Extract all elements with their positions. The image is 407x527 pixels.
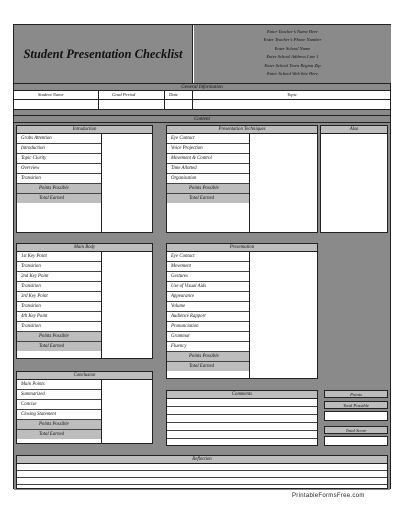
points-possible-label: Points Possible [17, 184, 101, 194]
checklist-item: 3rd Key Point [17, 292, 101, 302]
total-possible-label: Total Possible [324, 401, 388, 409]
topic-label: Topic [287, 92, 298, 97]
checklist-item: Organization [167, 174, 249, 184]
checklist-item: Eye Contact [167, 252, 249, 262]
checklist-item: Movement [167, 262, 249, 272]
introduction-title: Introduction [17, 126, 152, 134]
teacher-info-block [194, 25, 391, 83]
main-body-title: Main Body [17, 244, 152, 252]
checklist-item: Transition [17, 282, 101, 292]
checklist-item: Eye Contact [167, 134, 249, 144]
techniques-title: Presentation Techniques [167, 126, 317, 134]
points-label: Points [324, 390, 388, 398]
also-title: Also [321, 126, 387, 134]
checklist-item: 1st Key Point [17, 252, 101, 262]
checklist-item: Audience Rapport [167, 312, 249, 322]
checklist-item: Time Allotted [167, 164, 249, 174]
checklist-item: 2nd Key Point [17, 272, 101, 282]
total-possible-field[interactable] [324, 411, 388, 421]
content-bar: Content [14, 115, 390, 123]
checklist-item: Concise [17, 400, 101, 410]
checklist-item: Introduction [17, 144, 101, 154]
total-earned-label: Total Earned [17, 194, 101, 203]
general-fields-labels [14, 91, 390, 100]
points-possible-label: Points Possible [17, 420, 101, 430]
checklist-item: Transition [17, 174, 101, 184]
total-earned-label: Total Earned [167, 362, 249, 371]
checklist-item: Grammar [167, 332, 249, 342]
points-possible-label: Points Possible [17, 332, 101, 342]
total-earned-label: Total Earned [167, 194, 249, 203]
general-fields-inputs[interactable] [14, 100, 390, 110]
presentation-section [166, 243, 318, 379]
checklist-item: Appearance [167, 292, 249, 302]
checklist-form [13, 24, 391, 489]
checklist-item: Pronunciation [167, 322, 249, 332]
total-score-label: Total Score [324, 426, 388, 434]
total-earned-label: Total Earned [17, 342, 101, 351]
checklist-item: Gestures [167, 272, 249, 282]
total-score-field[interactable] [324, 436, 388, 446]
points-possible-label: Points Possible [167, 352, 249, 362]
scores-section [324, 390, 388, 446]
checklist-item: Fluency [167, 342, 249, 352]
info-line: Enter Teacher’s Name Here [267, 29, 318, 34]
checklist-item: 4th Key Point [17, 312, 101, 322]
also-section [320, 125, 388, 233]
comments-title: Comments [167, 391, 317, 399]
date-label: Date [169, 92, 178, 97]
checklist-item: Transition [17, 262, 101, 272]
checklist-item: Main Points [17, 380, 101, 390]
form-title: Student Presentation Checklist [14, 25, 193, 83]
info-line: Enter School Address Line 1 [266, 54, 319, 60]
techniques-section [166, 125, 318, 233]
info-line: Enter Teacher’s Phone Number [263, 37, 322, 43]
reflection-title: Reflection [17, 456, 387, 464]
info-line: Enter School Web Site Here [267, 71, 318, 77]
conclusion-section [16, 371, 153, 444]
grad-period-label: Grad Period [112, 92, 136, 97]
checklist-item: Summarized [17, 390, 101, 400]
total-earned-label: Total Earned [17, 430, 101, 439]
presentation-title: Presentation [167, 244, 317, 252]
checklist-item: Use of Visual Aids [167, 282, 249, 292]
student-name-label: Student Name [38, 92, 64, 97]
checklist-item: Movement & Control [167, 154, 249, 164]
checklist-item: Grabs Attention [17, 134, 101, 144]
checklist-item: Transition [17, 322, 101, 332]
footer-watermark: PrintableFormsFree.com [292, 493, 365, 499]
checklist-item: Topic Clarity [17, 154, 101, 164]
points-possible-label: Points Possible [167, 184, 249, 194]
main-body-section [16, 243, 153, 359]
checklist-item: Volume [167, 302, 249, 312]
checklist-item: Closing Statement [17, 410, 101, 420]
info-line: Enter School Name [274, 45, 311, 51]
checklist-item: Voice Projection [167, 144, 249, 154]
introduction-section [16, 125, 153, 233]
general-information-bar: General Information [14, 83, 390, 91]
checklist-item: Overview [17, 164, 101, 174]
checklist-item: Transition [17, 302, 101, 312]
conclusion-title: Conclusion [17, 372, 152, 380]
info-line: Enter School Town Region Zip [264, 62, 321, 68]
reflection-section[interactable] [16, 455, 388, 489]
comments-section[interactable] [166, 390, 318, 446]
